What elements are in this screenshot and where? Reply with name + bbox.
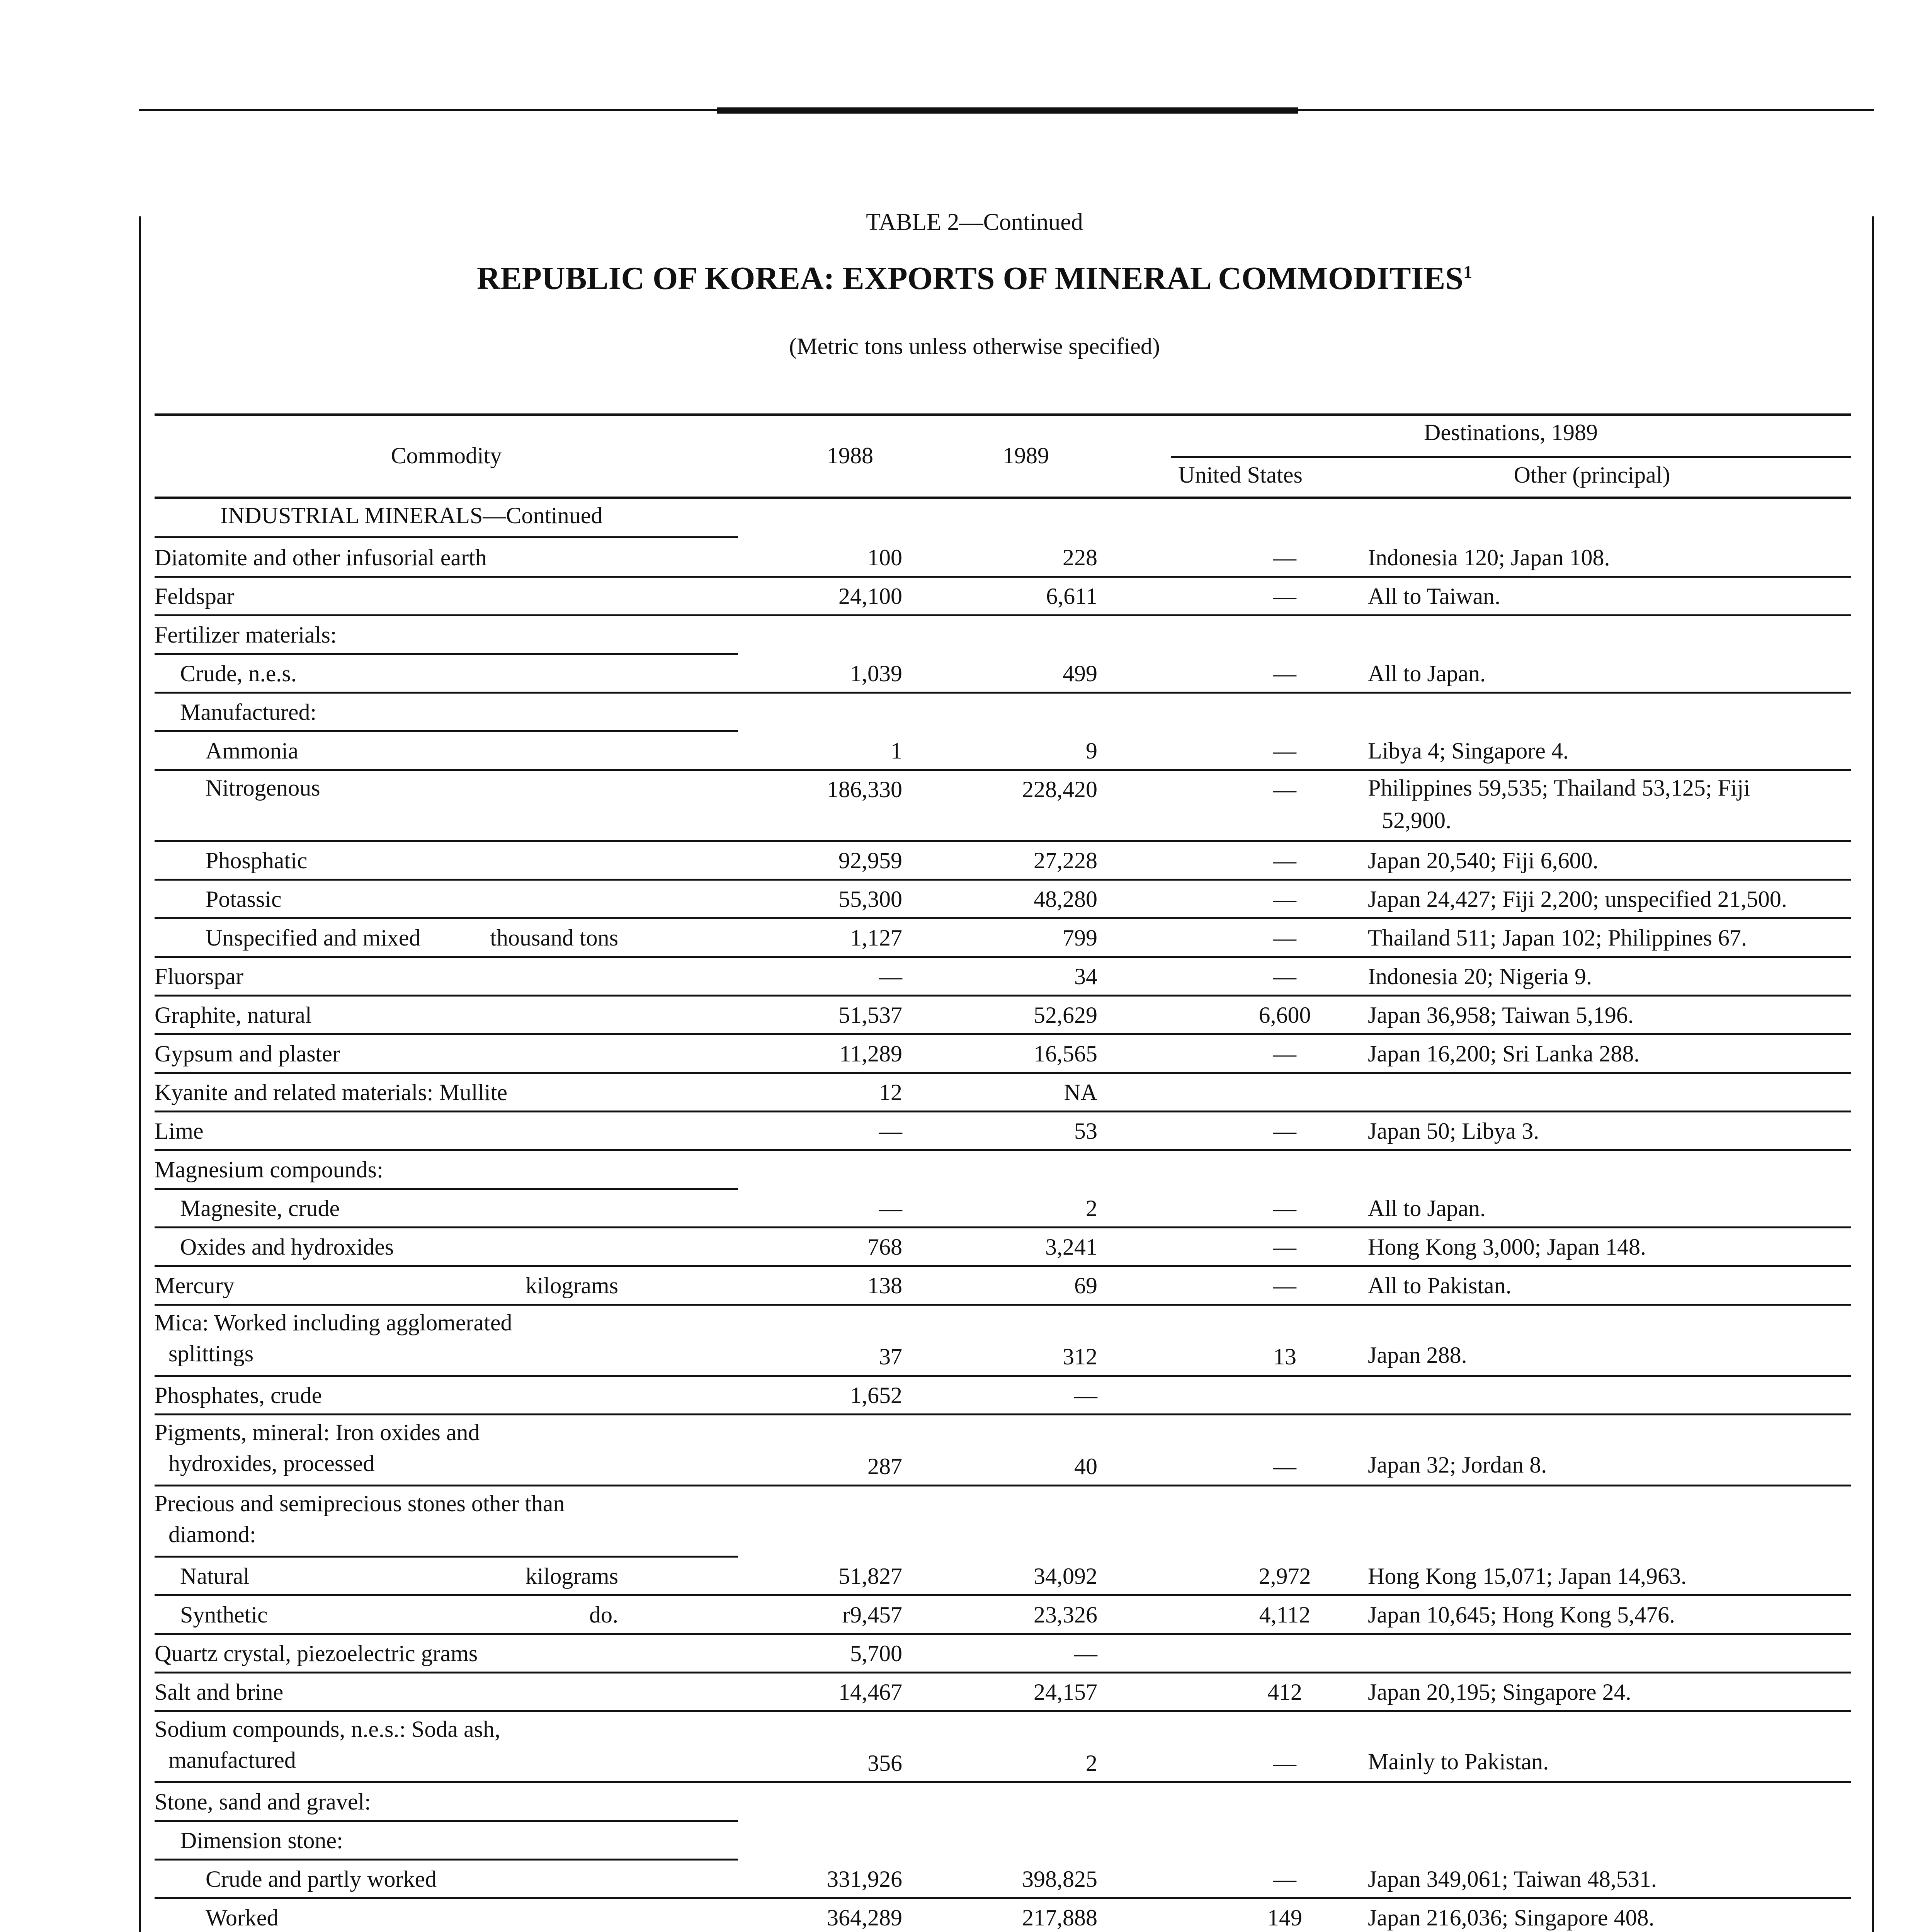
commodity-name-cont: splittings: [168, 1341, 254, 1366]
commodity-name: Crude, n.e.s.: [180, 661, 297, 686]
commodity-name: Potassic: [206, 886, 282, 912]
table-title-text: REPUBLIC OF KOREA: EXPORTS OF MINERAL COMMODITIES: [476, 260, 1464, 296]
value-1989: 69: [1074, 1273, 1097, 1298]
commodity-name: Nitrogenous: [206, 775, 320, 801]
destination-other: Thailand 511; Japan 102; Philippines 67.: [1368, 925, 1747, 951]
value-united-states: —: [1273, 777, 1296, 802]
value-1988: 331,926: [827, 1866, 902, 1892]
table-row: [155, 842, 1851, 881]
destination-other-cont: Mainly to Pakistan.: [1368, 1749, 1549, 1774]
table-row: [155, 771, 1851, 842]
table-row: [155, 1861, 1851, 1899]
commodity-name: Kyanite and related materials: Mullite: [155, 1080, 508, 1105]
value-1988: 55,300: [838, 886, 902, 912]
value-1989: NA: [1064, 1080, 1097, 1105]
commodity-name: Salt and brine: [155, 1679, 284, 1705]
left-margin-rule: [139, 216, 141, 1932]
commodity-unit: thousand tons: [490, 925, 618, 951]
table-row: [155, 1151, 1851, 1190]
commodity-name: Stone, sand and gravel:: [155, 1789, 371, 1815]
value-united-states: —: [1273, 661, 1296, 686]
value-united-states: —: [1273, 886, 1296, 912]
value-united-states: —: [1273, 1118, 1296, 1144]
value-united-states: 13: [1273, 1344, 1296, 1369]
value-1989: 398,825: [1022, 1866, 1097, 1892]
value-1988: 287: [867, 1454, 902, 1479]
destination-other: Japan 349,061; Taiwan 48,531.: [1368, 1866, 1657, 1892]
value-1988: 24,100: [838, 583, 902, 609]
value-1989: 9: [1086, 738, 1097, 764]
col-destinations: Destinations, 1989: [1424, 420, 1598, 445]
destination-other: Libya 4; Singapore 4.: [1368, 738, 1569, 764]
value-1989: 312: [1063, 1344, 1097, 1369]
header-bottom-rule: [155, 497, 1851, 499]
table-row: [155, 997, 1851, 1035]
destination-other-cont: Japan 32; Jordan 8.: [1368, 1452, 1547, 1478]
col-other-principal: Other (principal): [1514, 462, 1670, 488]
commodity-name: Magnesite, crude: [180, 1196, 340, 1221]
value-1988: 14,467: [838, 1679, 902, 1705]
value-1988: 1,652: [850, 1383, 902, 1408]
table-row: [155, 1899, 1851, 1932]
value-1989: 3,241: [1045, 1234, 1097, 1260]
destination-other: Indonesia 120; Japan 108.: [1368, 545, 1610, 570]
section-underline: [155, 536, 738, 538]
col-1989: 1989: [1003, 443, 1049, 468]
header-top-rule: [155, 413, 1851, 416]
value-1989: 6,611: [1046, 583, 1097, 609]
destination-other: All to Japan.: [1368, 661, 1486, 686]
value-1988: 11,289: [839, 1041, 902, 1066]
units-note: (Metric tons unless otherwise specified): [789, 333, 1160, 359]
commodity-name: Pigments, mineral: Iron oxides and: [155, 1420, 480, 1445]
commodity-name: Fertilizer materials:: [155, 622, 337, 648]
destinations-underline: [1171, 456, 1851, 458]
value-1989: 2: [1086, 1750, 1097, 1776]
table-row: [155, 694, 1851, 732]
value-1988: 37: [879, 1344, 902, 1369]
value-united-states: 6,600: [1259, 1002, 1311, 1028]
table-row: [155, 1635, 1851, 1673]
destination-other: Indonesia 20; Nigeria 9.: [1368, 964, 1592, 989]
value-1988: 186,330: [827, 777, 902, 802]
commodity-name: Gypsum and plaster: [155, 1041, 340, 1066]
table-row: [155, 1596, 1851, 1635]
value-united-states: —: [1273, 1196, 1296, 1221]
table-row: [155, 1415, 1851, 1486]
table-row: [155, 1783, 1851, 1822]
col-commodity: Commodity: [391, 443, 502, 468]
commodity-name: Mica: Worked including agglomerated: [155, 1310, 512, 1335]
value-1988: 364,289: [827, 1905, 902, 1930]
commodity-name: Manufactured:: [180, 699, 317, 725]
section-label: INDUSTRIAL MINERALS—Continued: [220, 503, 603, 528]
value-1988: —: [879, 964, 902, 989]
value-united-states: —: [1273, 1234, 1296, 1260]
value-united-states: 149: [1267, 1905, 1302, 1930]
right-margin-rule: [1872, 216, 1874, 1932]
commodity-name: Phosphatic: [206, 848, 308, 873]
commodity-name: Natural: [180, 1563, 250, 1589]
value-1989: 40: [1074, 1454, 1097, 1479]
table-row: [155, 578, 1851, 616]
table-row: [155, 1822, 1851, 1861]
commodity-name: Lime: [155, 1118, 204, 1144]
table-row: [155, 539, 1851, 578]
destination-other: Japan 36,958; Taiwan 5,196.: [1368, 1002, 1634, 1028]
top-thick-rule: [717, 107, 1298, 114]
commodity-name: Synthetic: [180, 1602, 268, 1628]
value-united-states: —: [1273, 1750, 1296, 1776]
table-row: [155, 1558, 1851, 1596]
commodity-name: Ammonia: [206, 738, 298, 764]
value-united-states: —: [1273, 738, 1296, 764]
destination-other: Hong Kong 15,071; Japan 14,963.: [1368, 1563, 1687, 1589]
destination-other: Japan 10,645; Hong Kong 5,476.: [1368, 1602, 1675, 1628]
table-row: [155, 732, 1851, 771]
commodity-name: Magnesium compounds:: [155, 1157, 383, 1182]
commodity-name: Dimension stone:: [180, 1828, 343, 1853]
commodity-unit: do.: [589, 1602, 618, 1628]
value-1988: 768: [867, 1234, 902, 1260]
value-1988: 138: [867, 1273, 902, 1298]
value-1989: 228: [1063, 545, 1097, 570]
value-1989: 217,888: [1022, 1905, 1097, 1930]
table-row: [155, 655, 1851, 694]
commodity-name: Phosphates, crude: [155, 1383, 322, 1408]
value-1989: —: [1074, 1383, 1097, 1408]
value-1988: 356: [867, 1750, 902, 1776]
table-row: [155, 1074, 1851, 1112]
value-1988: 100: [867, 545, 902, 570]
destination-other-cont: 52,900.: [1382, 808, 1451, 833]
commodity-name: Graphite, natural: [155, 1002, 312, 1028]
destination-other: Japan 20,540; Fiji 6,600.: [1368, 848, 1599, 873]
value-1988: —: [879, 1196, 902, 1221]
destination-other: Hong Kong 3,000; Japan 148.: [1368, 1234, 1646, 1260]
destination-other: Japan 16,200; Sri Lanka 288.: [1368, 1041, 1640, 1066]
title-footnote-marker: 1: [1463, 262, 1473, 282]
value-1989: 34,092: [1034, 1563, 1097, 1589]
destination-other: All to Taiwan.: [1368, 583, 1500, 609]
commodity-name: Diatomite and other infusorial earth: [155, 545, 487, 570]
value-1988: 12: [879, 1080, 902, 1105]
value-1989: 23,326: [1034, 1602, 1097, 1628]
commodity-name: Crude and partly worked: [206, 1866, 437, 1892]
value-1988: 92,959: [838, 848, 902, 873]
commodity-name: Fluorspar: [155, 964, 243, 989]
col-united-states: United States: [1178, 462, 1303, 488]
table-row: [155, 1673, 1851, 1712]
table-row: [155, 1377, 1851, 1415]
value-united-states: —: [1273, 1041, 1296, 1066]
commodity-name: Unspecified and mixed: [206, 925, 421, 951]
col-1988: 1988: [827, 443, 873, 468]
value-united-states: 2,972: [1259, 1563, 1311, 1589]
table-row: [155, 1228, 1851, 1267]
value-united-states: 412: [1267, 1679, 1302, 1705]
value-1989: 16,565: [1034, 1041, 1097, 1066]
value-1989: 499: [1063, 661, 1097, 686]
value-united-states: 4,112: [1259, 1602, 1311, 1628]
value-united-states: —: [1273, 583, 1296, 609]
value-1989: 53: [1074, 1118, 1097, 1144]
commodity-unit: kilograms: [526, 1563, 618, 1589]
value-united-states: —: [1273, 925, 1296, 951]
destination-other: All to Japan.: [1368, 1196, 1486, 1221]
commodity-name-cont: hydroxides, processed: [168, 1451, 375, 1476]
commodity-name: Oxides and hydroxides: [180, 1234, 394, 1260]
table-row: [155, 1712, 1851, 1783]
commodity-name: Quartz crystal, piezoelectric grams: [155, 1641, 478, 1666]
value-united-states: —: [1273, 545, 1296, 570]
commodity-name: Sodium compounds, n.e.s.: Soda ash,: [155, 1716, 500, 1742]
value-1988: 1: [891, 738, 902, 764]
value-1988: r9,457: [842, 1602, 902, 1628]
table-row: [155, 616, 1851, 655]
commodity-name-cont: manufactured: [168, 1747, 296, 1773]
table-row: [155, 1267, 1851, 1306]
table-row: [155, 1112, 1851, 1151]
value-united-states: —: [1273, 1454, 1296, 1479]
commodity-name: Worked: [206, 1905, 279, 1930]
value-1989: 228,420: [1022, 777, 1097, 802]
value-1988: 51,827: [838, 1563, 902, 1589]
table-row: [155, 1190, 1851, 1228]
destination-other: All to Pakistan.: [1368, 1273, 1512, 1298]
commodity-name-cont: diamond:: [168, 1522, 256, 1547]
table-row: [155, 1035, 1851, 1074]
destination-other: Japan 216,036; Singapore 408.: [1368, 1905, 1655, 1930]
destination-other: Japan 50; Libya 3.: [1368, 1118, 1539, 1144]
commodity-name: Feldspar: [155, 583, 235, 609]
value-1989: 34: [1074, 964, 1097, 989]
commodity-name: Precious and semiprecious stones other than: [155, 1491, 565, 1516]
value-united-states: —: [1273, 1866, 1296, 1892]
table-row: [155, 958, 1851, 997]
value-1989: 24,157: [1034, 1679, 1097, 1705]
value-1988: 5,700: [850, 1641, 902, 1666]
table-row: [155, 1486, 1851, 1558]
table-label: TABLE 2—Continued: [866, 209, 1083, 235]
destination-other: Japan 24,427; Fiji 2,200; unspecified 21,500.: [1368, 886, 1787, 912]
value-united-states: —: [1273, 848, 1296, 873]
table-row: [155, 1306, 1851, 1377]
destination-other: Philippines 59,535; Thailand 53,125; Fiji: [1368, 775, 1750, 801]
value-united-states: —: [1273, 964, 1296, 989]
table-row: [155, 881, 1851, 919]
value-1988: 1,127: [850, 925, 902, 951]
value-1989: 52,629: [1034, 1002, 1097, 1028]
value-united-states: —: [1273, 1273, 1296, 1298]
value-1989: 799: [1063, 925, 1097, 951]
commodity-name: Mercury: [155, 1273, 235, 1298]
destination-other: Japan 20,195; Singapore 24.: [1368, 1679, 1631, 1705]
commodity-unit: kilograms: [526, 1273, 618, 1298]
table-title: [0, 260, 1932, 297]
value-1989: 48,280: [1034, 886, 1097, 912]
value-1989: 2: [1086, 1196, 1097, 1221]
value-1989: 27,228: [1034, 848, 1097, 873]
value-1988: 1,039: [850, 661, 902, 686]
value-1988: —: [879, 1118, 902, 1144]
value-1988: 51,537: [838, 1002, 902, 1028]
table-row: [155, 919, 1851, 958]
destination-other-cont: Japan 288.: [1368, 1342, 1467, 1368]
value-1989: —: [1074, 1641, 1097, 1666]
